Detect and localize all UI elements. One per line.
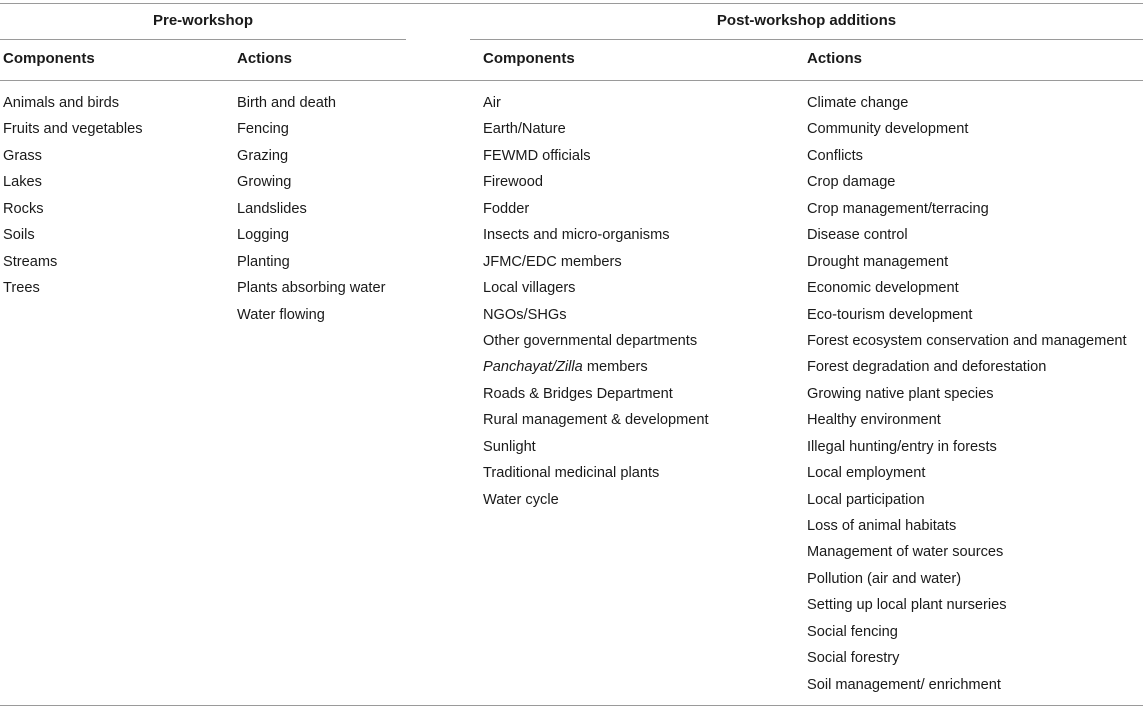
bottom-rule — [0, 705, 1143, 706]
post-components-cell: Fodder — [483, 200, 530, 217]
column-header-pre-components: Components — [3, 50, 95, 67]
post-actions-cell: Crop management/terracing — [807, 200, 989, 217]
pre-components-cell: Lakes — [3, 174, 42, 191]
post-components-cell: JFMC/EDC members — [483, 253, 622, 270]
group-rule-pre — [0, 39, 406, 40]
post-components-cell: Traditional medicinal plants — [483, 465, 660, 482]
post-components-cell: Insects and micro-organisms — [483, 227, 670, 244]
post-actions-cell: Local participation — [807, 491, 925, 508]
pre-components-cell: Fruits and vegetables — [3, 121, 143, 138]
post-actions-cell: Social forestry — [807, 650, 900, 667]
pre-components-cell: Streams — [3, 253, 58, 270]
post-components-cell: FEWMD officials — [483, 147, 591, 164]
pre-components-cell: Animals and birds — [3, 95, 119, 111]
post-actions-cell: Healthy environment — [807, 412, 941, 429]
post-actions-cell: Crop damage — [807, 174, 896, 191]
post-actions-cell: Soil management/ enrichment — [807, 676, 1001, 693]
post-components-cell: Panchayat/Zilla members — [483, 359, 648, 376]
post-actions-cell: Loss of animal habitats — [807, 518, 957, 534]
post-actions-cell: Growing native plant species — [807, 385, 994, 402]
post-components-cell: Local villagers — [483, 280, 576, 297]
post-components-cell: Water cycle — [483, 491, 559, 508]
column-header-pre-actions: Actions — [237, 50, 293, 67]
post-components-cell: Rural management & development — [483, 412, 709, 429]
pre-components-cell: Trees — [3, 280, 40, 297]
pre-actions-cell: Birth and death — [237, 95, 336, 111]
header-rule — [0, 80, 1143, 81]
pre-components-cell: Soils — [3, 227, 35, 244]
post-actions-cell: Eco-tourism development — [807, 306, 973, 323]
column-header-post-actions: Actions — [807, 50, 863, 67]
group-header-post-workshop: Post-workshop additions — [716, 12, 897, 29]
pre-actions-cell: Logging — [237, 227, 289, 244]
pre-components-cell: Grass — [3, 147, 42, 164]
top-rule — [0, 3, 1143, 4]
pre-actions-cell: Water flowing — [237, 306, 325, 323]
group-header-pre-workshop: Pre-workshop — [152, 12, 254, 29]
post-components-cell: Firewood — [483, 174, 544, 191]
pre-actions-list — [237, 94, 385, 332]
post-actions-cell: Illegal hunting/entry in forests — [807, 438, 997, 455]
post-actions-cell: Pollution (air and water) — [807, 570, 962, 587]
pre-actions-cell: Growing — [237, 174, 292, 191]
post-actions-cell: Management of water sources — [807, 544, 1004, 561]
post-components-cell: Air — [483, 95, 501, 111]
post-components-cell: Roads & Bridges Department — [483, 385, 673, 402]
post-components-cell: Sunlight — [483, 438, 536, 455]
pre-components-cell: Rocks — [3, 200, 44, 217]
pre-actions-cell: Plants absorbing water — [237, 280, 386, 297]
post-components-list — [483, 94, 709, 517]
pre-components-list — [3, 94, 143, 306]
post-actions-cell: Setting up local plant nurseries — [807, 597, 1007, 614]
group-rule-post — [470, 39, 1143, 40]
post-actions-cell: Local employment — [807, 465, 926, 482]
column-header-post-components: Components — [483, 50, 575, 67]
post-actions-cell: Economic development — [807, 280, 959, 297]
post-actions-cell: Social fencing — [807, 623, 898, 640]
post-actions-cell: Forest ecosystem conservation and management — [807, 332, 1127, 349]
post-actions-list — [807, 94, 1127, 702]
post-actions-cell: Drought management — [807, 253, 949, 270]
pre-actions-cell: Planting — [237, 253, 290, 270]
pre-actions-cell: Grazing — [237, 147, 289, 164]
post-actions-cell: Conflicts — [807, 147, 863, 164]
post-components-cell: Earth/Nature — [483, 121, 566, 138]
pre-actions-cell: Landslides — [237, 200, 307, 217]
post-actions-cell: Community development — [807, 121, 969, 138]
pre-actions-cell: Fencing — [237, 121, 289, 138]
post-actions-cell: Disease control — [807, 227, 908, 244]
post-actions-cell: Climate change — [807, 95, 909, 111]
post-components-cell: Other governmental departments — [483, 332, 698, 349]
post-actions-cell: Forest degradation and deforestation — [807, 359, 1047, 376]
post-components-cell: NGOs/SHGs — [483, 306, 567, 323]
